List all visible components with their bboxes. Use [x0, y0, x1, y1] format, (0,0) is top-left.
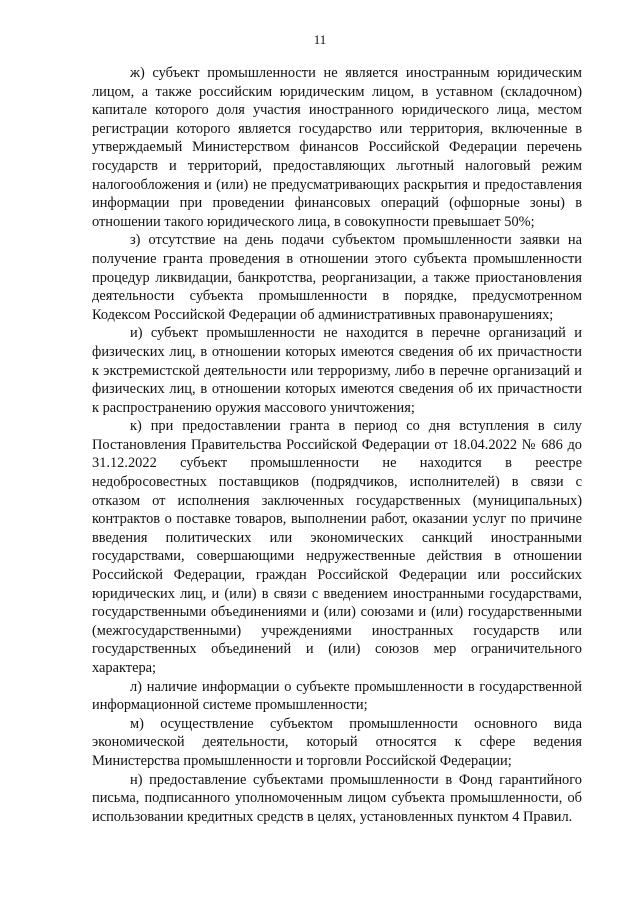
paragraph-m: м) осуществление субъектом промышленности основного вида экономической деятельности, который относятся к сфере ведения Министерства промышленности и торговли Российской Федерации; [92, 715, 582, 769]
paragraph-l: л) наличие информации о субъекте промышленности в государственной информационной системе промышленности; [92, 678, 582, 714]
page-number: 11 [313, 32, 327, 47]
paragraph-z: з) отсутствие на день подачи субъектом промышленности заявки на получение гранта проведения в отношении этого субъекта промышленности процедур ликвидации, банкротства, реорганизации, а также приостановления деятельности субъекта промышленности в порядке, предусмотренном Кодексом Российской Федерации об административных правонарушениях; [92, 232, 582, 323]
paragraph-zh: ж) субъект промышленности не является иностранным юридическим лицом, а также российским юридическим лицом, в уставном (складочном) капитале которого доля участия иностранного юридического лица, местом регистрации которого является государство или территория, включенные в утверждаемый Министерством финансов Российской Федерации перечень государств и территорий, предоставляющих льготный налоговый режим налогообложения и (или) не предусматривающих раскрытия и предоставления информации при проведении финансовых операций (офшорные зоны) в отношении такого юридического лица, в совокупности превышает 50%; [92, 65, 582, 230]
paragraph-k: к) при предоставлении гранта в период со дня вступления в силу Постановления Правительства Российской Федерации от 18.04.2022 № 686 до 31.12.2022 субъект промышленности не находится в реестре недобросовестных поставщиков (подрядчиков, исполнителей) в связи с отказом от исполнения заключенных государственных (муниципальных) контрактов о поставке товаров, выполнении работ, оказании услуг по причине введения политических или экономических санкций иностранными государствами, совершающими недружественные действия в отношении Российской Федерации, граждан Российской Федерации или российских юридических лиц, и (или) в связи с введением иностранными государствами, государственными объединениями и (или) союзами и (или) государственными (межгосударственными) учреждениями иностранных государств или государственных объединений и (или) союзов мер ограничительного характера; [92, 418, 582, 676]
paragraph-i: и) субъект промышленности не находится в перечне организаций и физических лиц, в отношении которых имеются сведения об их причастности к экстремистской деятельности или терроризму, либо в перечне организаций и физических лиц, в отношении которых имеются сведения об их причастности к распространению оружия массового уничтожения; [92, 325, 582, 416]
document-body [92, 64, 582, 826]
paragraph-n: н) предоставление субъектами промышленности в Фонд гарантийного письма, подписанного уполномоченным лицом субъекта промышленности, об использовании кредитных средств в целях, установленных пунктом 4 Правил. [92, 771, 582, 825]
